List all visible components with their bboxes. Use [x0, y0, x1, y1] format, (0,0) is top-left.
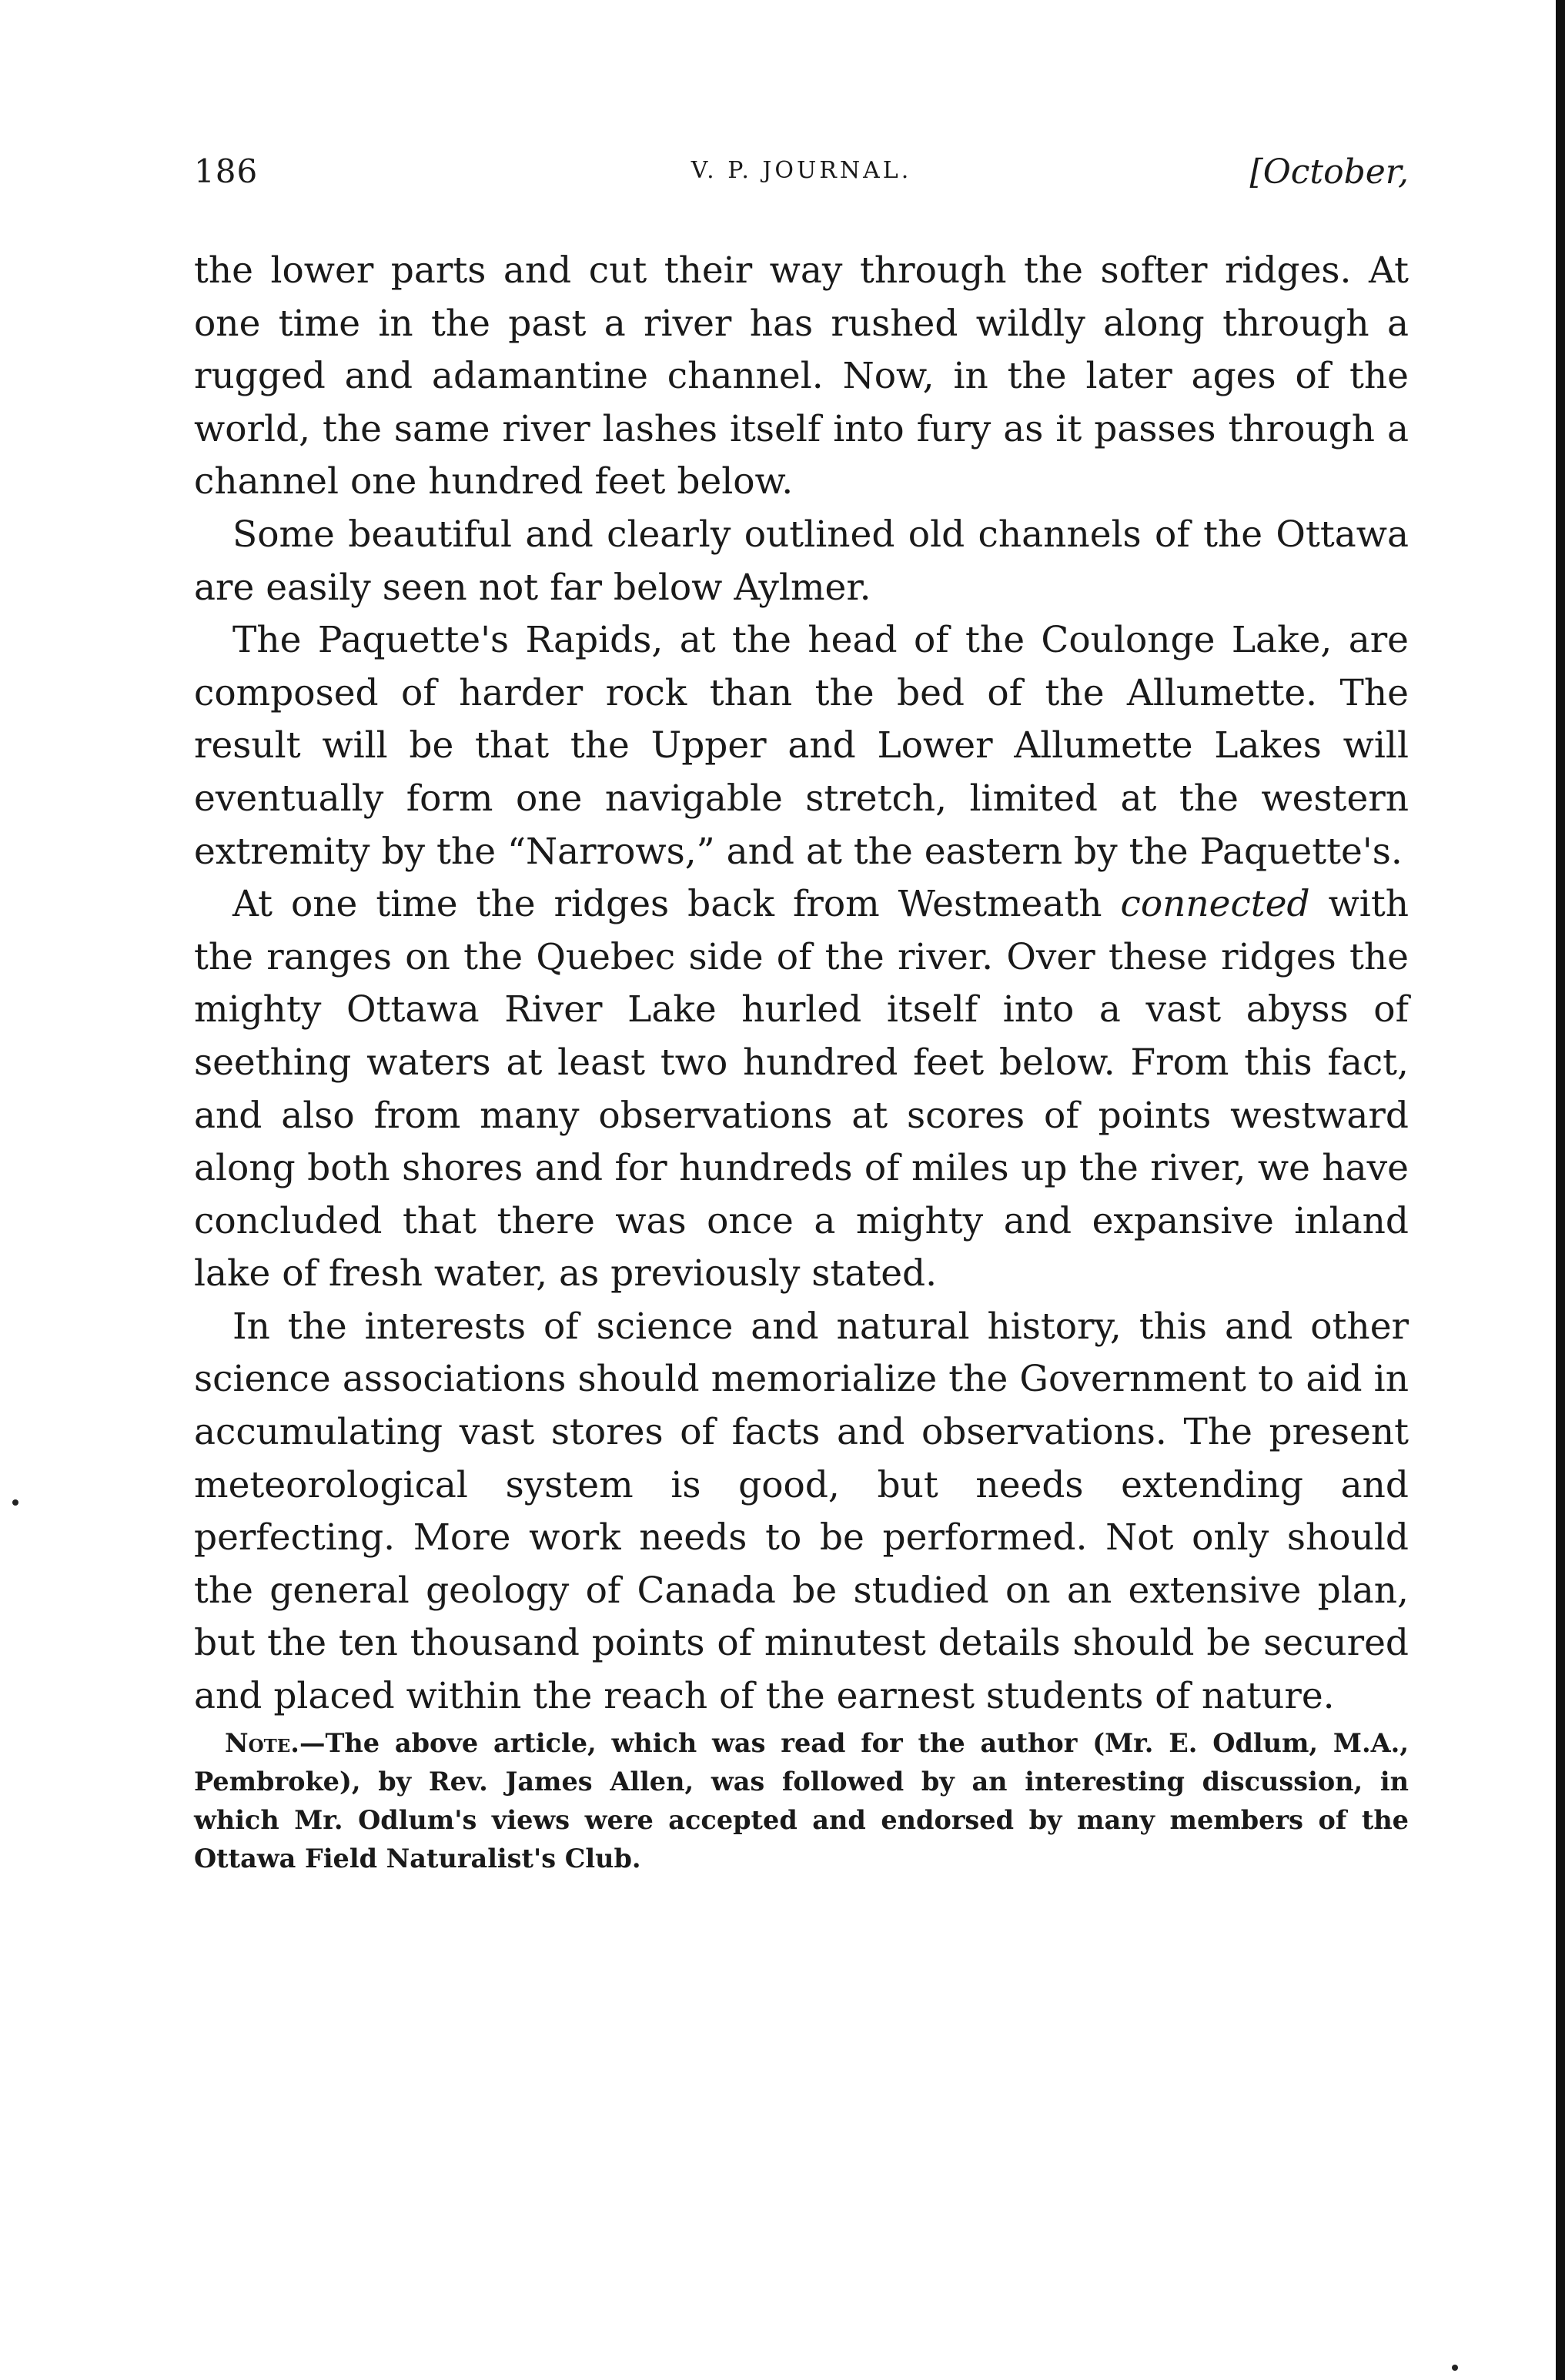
note-text: —The above article, which was read for the author (Mr. E. Odlum, M.A., Pembroke), by Rev. James Allen, was followed by an interesting discussion, in which Mr. Odlum's views were accepted and endorsed by many members of the Ottawa Field Naturalist's Club. — [194, 1728, 1409, 1874]
paragraph-paquettes-rapids: The Paquette's Rapids, at the head of the Coulonge Lake, are composed of harder rock than the bed of the Allumette. The result will be that the Upper and Lower Allumette Lakes will eventually form one navigable stretch, limited at the western extremity by the “Narrows,” and at the eastern by the Paquette's. — [194, 619, 1409, 873]
running-title: V. P. JOURNAL. — [691, 157, 912, 184]
para4-italic-word: connected — [1120, 883, 1310, 926]
paragraph-continuation: the lower parts and cut their way through the softer ridges. At one time in the past a river has rushed wildly along through a rugged and adamantine channel. Now, in the later ages of the world, the same river lashes itself into fury as it passes through a channel one hundred feet below. — [194, 249, 1409, 503]
page-edge-rule — [1556, 0, 1565, 2380]
note-label: Note. — [225, 1728, 299, 1758]
bottom-margin-mark — [1452, 2365, 1458, 2371]
para4-text-before: At one time the ridges back from Westmeath — [232, 883, 1121, 926]
footnote — [194, 1724, 1409, 1878]
running-month: [October, — [1249, 152, 1409, 192]
article-body — [194, 245, 1409, 1723]
margin-mark — [12, 1499, 18, 1506]
page-number: 186 — [194, 152, 259, 190]
paragraph-science-interests: In the interests of science and natural history, this and other science associations should memorialize the Government to aid in accumulating vast stores of facts and observations. The present meteorological system is good, but needs extending and perfecting. More work needs to be performed. Not only should the general geology of Canada be studied on an extensive plan, but the ten thousand points of minutest details should be secured and placed within the reach of the earnest students of nature. — [194, 1305, 1409, 1718]
paragraph-westmeath-ridges — [194, 878, 1409, 1301]
running-header — [194, 152, 1409, 206]
paragraph-old-channels: Some beautiful and clearly outlined old channels of the Ottawa are easily seen not far below Aylmer. — [194, 513, 1409, 609]
para4-text-after: with the ranges on the Quebec side of the river. Over these ridges the mighty Ottawa River Lake hurled itself into a vast abyss of seething waters at least two hundred feet below. From this fact, and also from many observations at scores of points westward along both shores and for hundreds of miles up the river, we have concluded that there was once a mighty and expansive inland lake of fresh water, as previously stated. — [194, 883, 1409, 1295]
